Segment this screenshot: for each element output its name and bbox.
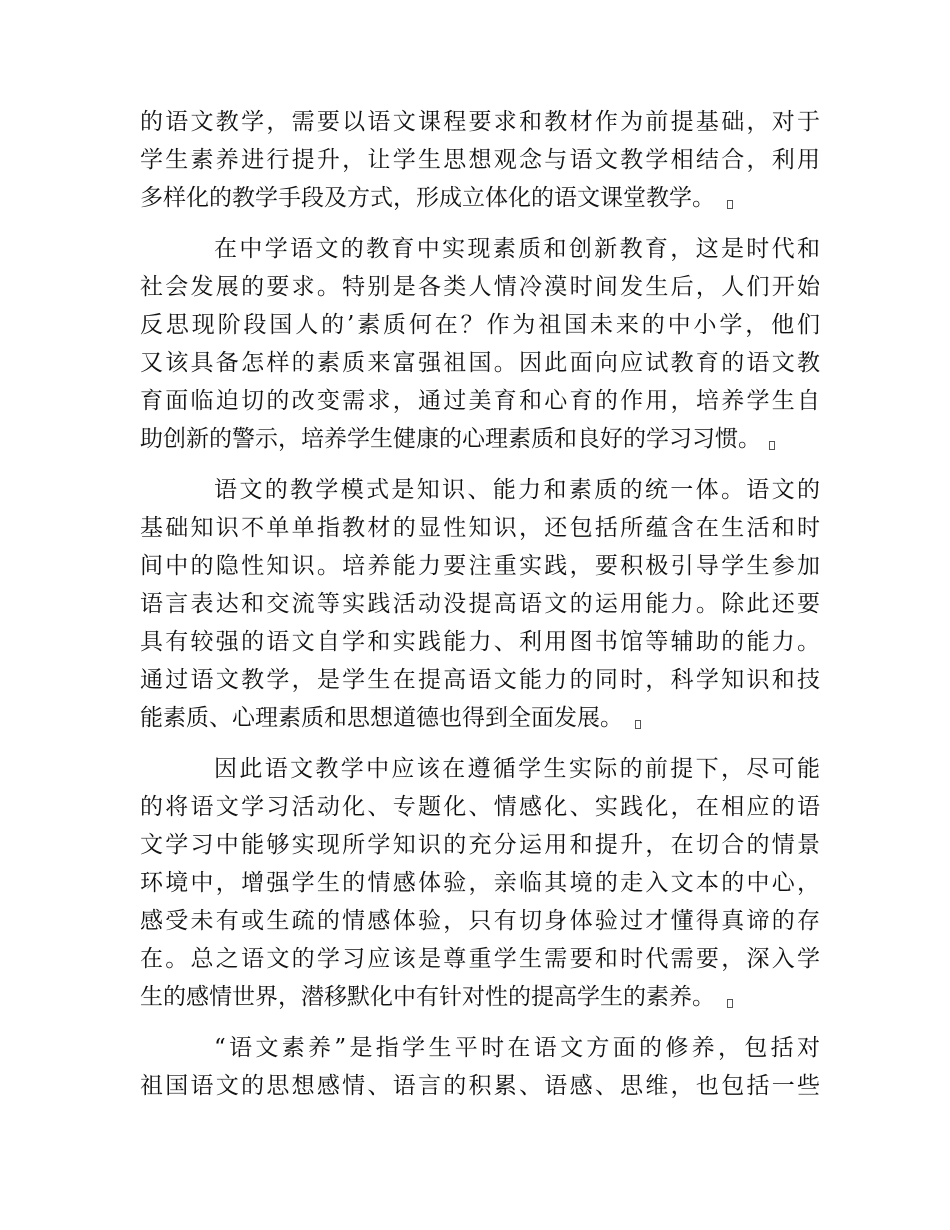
paragraph-4-line-7 <box>140 980 820 1014</box>
paragraph-mark-icon <box>769 441 775 450</box>
paragraph-1-line-1: 的语文教学，需要以语文课程要求和教材作为前提基础，对于 <box>140 109 820 135</box>
paragraph-4-line-5: 感受未有或生疏的情感体验，只有切身体验过才懂得真谛的存 <box>140 908 820 934</box>
paragraph-4-line-1: 因此语文教学中应该在遵循学生实际的前提下，尽可能 <box>214 756 820 782</box>
paragraph-1-line-2: 学生素养进行提升，让学生思想观念与语文教学相结合，利用 <box>140 147 820 173</box>
paragraph-4-line-3: 文学习中能够实现所学知识的充分运用和提升，在切合的情景 <box>140 832 820 858</box>
paragraph-2-line-6 <box>140 422 820 456</box>
paragraph-mark-icon <box>727 200 733 209</box>
paragraph-4-line-4: 环境中，增强学生的情感体验，亲临其境的走入文本的中心， <box>140 870 820 896</box>
paragraph-3-line-3: 间中的隐性知识。培养能力要注重实践，要积极引导学生参加 <box>140 553 820 579</box>
paragraph-4-line-6: 在。总之语文的学习应该是尊重学生需要和时代需要，深入学 <box>140 946 820 972</box>
paragraph-3-line-2: 基础知识不单单指教材的显性知识，还包括所蕴含在生活和时 <box>140 515 820 541</box>
paragraph-3-line-7-text: 能素质、心理素质和思想道德也得到全面发展。 <box>140 705 623 731</box>
paragraph-mark-icon <box>727 999 733 1008</box>
paragraph-3-line-5: 具有较强的语文自学和实践能力、利用图书馆等辅助的能力。 <box>140 629 820 655</box>
paragraph-2-line-5: 育面临迫切的改变需求，通过美育和心育的作用，培养学生自 <box>140 388 820 414</box>
paragraph-2-line-2: 社会发展的要求。特别是各类人情冷漠时间发生后，人们开始 <box>140 274 820 300</box>
paragraph-2-line-3: 反思现阶段国人的’素质何在？作为祖国未来的中小学，他们 <box>140 312 820 338</box>
paragraph-5-line-2: 祖国语文的思想感情、语言的积累、语感、思维，也包括一些 <box>140 1073 820 1099</box>
paragraph-2-line-1: 在中学语文的教育中实现素质和创新教育，这是时代和 <box>214 236 820 262</box>
paragraph-3-line-4: 语言表达和交流等实践活动没提高语文的运用能力。除此还要 <box>140 591 820 617</box>
paragraph-3-line-7 <box>140 701 820 735</box>
paragraph-1-line-3-text: 多样化的教学手段及方式，形成立体化的语文课堂教学。 <box>140 185 715 211</box>
paragraph-3-line-1: 语文的教学模式是知识、能力和素质的统一体。语文的 <box>214 477 820 503</box>
paragraph-1-line-3 <box>140 181 820 215</box>
paragraph-mark-icon <box>635 720 641 729</box>
paragraph-4-line-7-text: 生的感情世界，潜移默化中有针对性的提高学生的素养。 <box>140 984 715 1010</box>
paragraph-2-line-4: 又该具备怎样的素质来富强祖国。因此面向应试教育的语文教 <box>140 350 820 376</box>
paragraph-2-line-6-text: 助创新的警示，培养学生健康的心理素质和良好的学习习惯。 <box>140 426 761 452</box>
paragraph-3-line-6: 通过语文教学，是学生在提高语文能力的同时，科学知识和技 <box>140 667 820 693</box>
paragraph-4-line-2: 的将语文学习活动化、专题化、情感化、实践化，在相应的语 <box>140 794 820 820</box>
paragraph-5-line-1: “语文素养”是指学生平时在语文方面的修养，包括对 <box>214 1035 820 1061</box>
